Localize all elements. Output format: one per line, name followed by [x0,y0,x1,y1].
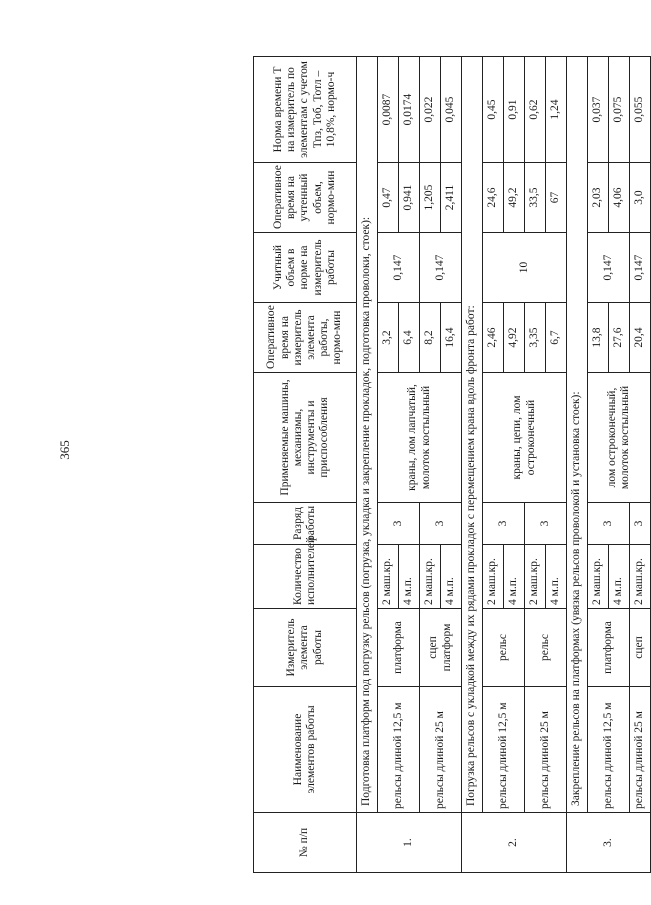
row-norm: 0,022 [420,57,441,163]
row-op-volume: 2,411 [441,163,462,233]
norms-table [253,56,651,873]
row-op-volume: 4,06 [609,163,630,233]
row-op-time: 4,92 [504,303,525,373]
header-row [254,57,357,873]
row-name: рельсы длиной 25 м [525,687,567,813]
row-norm: 0,037 [588,57,609,163]
header-workers: Количество исполнителей [254,545,357,609]
row-tools: краны, лом лапчатый, молоток костыльный [378,373,462,503]
header-num: № п/п [254,813,357,873]
table-row [483,57,504,873]
row-workers: 4 м.п. [441,545,462,609]
row-workers: 2 маш.кр. [588,545,609,609]
row-workers: 2 маш.кр. [483,545,504,609]
row-grade: 3 [525,503,567,545]
section-number: 1. [357,813,462,873]
rotated-table-container [253,57,646,873]
row-meter: платформа [588,609,630,687]
section-title: Подготовка платформ под погрузку рельсов (погрузка, укладка и закрепление прокладок, подготовка проволоки, стоек): [357,57,378,813]
row-op-volume: 49,2 [504,163,525,233]
table-row [378,57,399,873]
row-meter: рельс [525,609,567,687]
row-workers: 2 маш.кр. [378,545,399,609]
row-volume: 0,147 [378,233,420,303]
row-grade: 3 [588,503,630,545]
row-meter: платформа [378,609,420,687]
row-workers: 2 маш.кр. [630,545,651,609]
row-norm: 0,0087 [378,57,399,163]
row-grade: 3 [483,503,525,545]
row-op-volume: 2,03 [588,163,609,233]
row-workers: 4 м.п. [609,545,630,609]
row-op-volume: 33,5 [525,163,546,233]
table-row [588,57,609,873]
row-op-time: 3,35 [525,303,546,373]
row-op-volume: 0,47 [378,163,399,233]
row-workers: 2 маш.кр. [420,545,441,609]
row-tools: лом остроконечный, молоток костыльный [588,373,651,503]
section-title: Погрузка рельсов с укладкой между их рядами прокладок с перемещением крана вдоль фронта работ: [462,57,483,813]
row-workers: 4 м.п. [504,545,525,609]
row-volume: 0,147 [588,233,630,303]
row-meter: сцеп платформ [420,609,462,687]
row-norm: 0,91 [504,57,525,163]
row-op-volume: 0,941 [399,163,420,233]
row-volume: 0,147 [420,233,462,303]
row-grade: 3 [420,503,462,545]
row-norm: 0,075 [609,57,630,163]
header-norm: Норма времени Т на измеритель по элементам с учетом Тпз, Тоб, Тотл – 10,8%, нормо-ч [254,57,357,163]
row-name: рельсы длиной 25 м [630,687,651,813]
row-op-time: 6,4 [399,303,420,373]
section-title: Закрепление рельсов на платформах (увязка рельсов проволокой и установка стоек): [567,57,588,813]
row-op-volume: 3,0 [630,163,651,233]
row-norm: 0,0174 [399,57,420,163]
row-op-time: 8,2 [420,303,441,373]
row-meter: рельс [483,609,525,687]
row-op-time: 16,4 [441,303,462,373]
row-op-time: 27,6 [609,303,630,373]
header-op-time: Оперативное время на измеритель элемента работы, нормо-мин [254,303,357,373]
header-grade: Разряд работы [254,503,357,545]
row-op-volume: 1,205 [420,163,441,233]
header-op-time-volume: Оперативное время на учтенный объем, нормо-мин [254,163,357,233]
page-number: 365 [57,440,72,460]
row-norm: 0,045 [441,57,462,163]
row-name: рельсы длиной 12,5 м [483,687,525,813]
row-op-volume: 67 [546,163,567,233]
row-norm: 0,055 [630,57,651,163]
row-norm: 0,45 [483,57,504,163]
row-op-volume: 24,6 [483,163,504,233]
row-op-time: 13,8 [588,303,609,373]
row-name: рельсы длиной 25 м [420,687,462,813]
section-number: 3. [567,813,651,873]
header-volume: Учитный объем в норме на измеритель работы [254,233,357,303]
row-workers: 4 м.п. [546,545,567,609]
row-workers: 2 маш.кр. [525,545,546,609]
row-name: рельсы длиной 12,5 м [588,687,630,813]
row-workers: 4 м.п. [399,545,420,609]
row-norm: 1,24 [546,57,567,163]
header-tools: Применяемые машины, механизмы, инструменты и приспособления [254,373,357,503]
row-op-time: 2,46 [483,303,504,373]
row-op-time: 6,7 [546,303,567,373]
row-tools: краны, цепи, лом остроконечный [483,373,567,503]
row-volume: 0,147 [630,233,651,303]
row-op-time: 20,4 [630,303,651,373]
row-grade: 3 [630,503,651,545]
row-norm: 0,62 [525,57,546,163]
row-meter: сцеп [630,609,651,687]
row-op-time: 3,2 [378,303,399,373]
header-name: Наименование элементов работы [254,687,357,813]
row-name: рельсы длиной 12,5 м [378,687,420,813]
row-grade: 3 [378,503,420,545]
section-number: 2. [462,813,567,873]
row-volume: 10 [483,233,567,303]
header-meter: Измеритель элемента работы [254,609,357,687]
